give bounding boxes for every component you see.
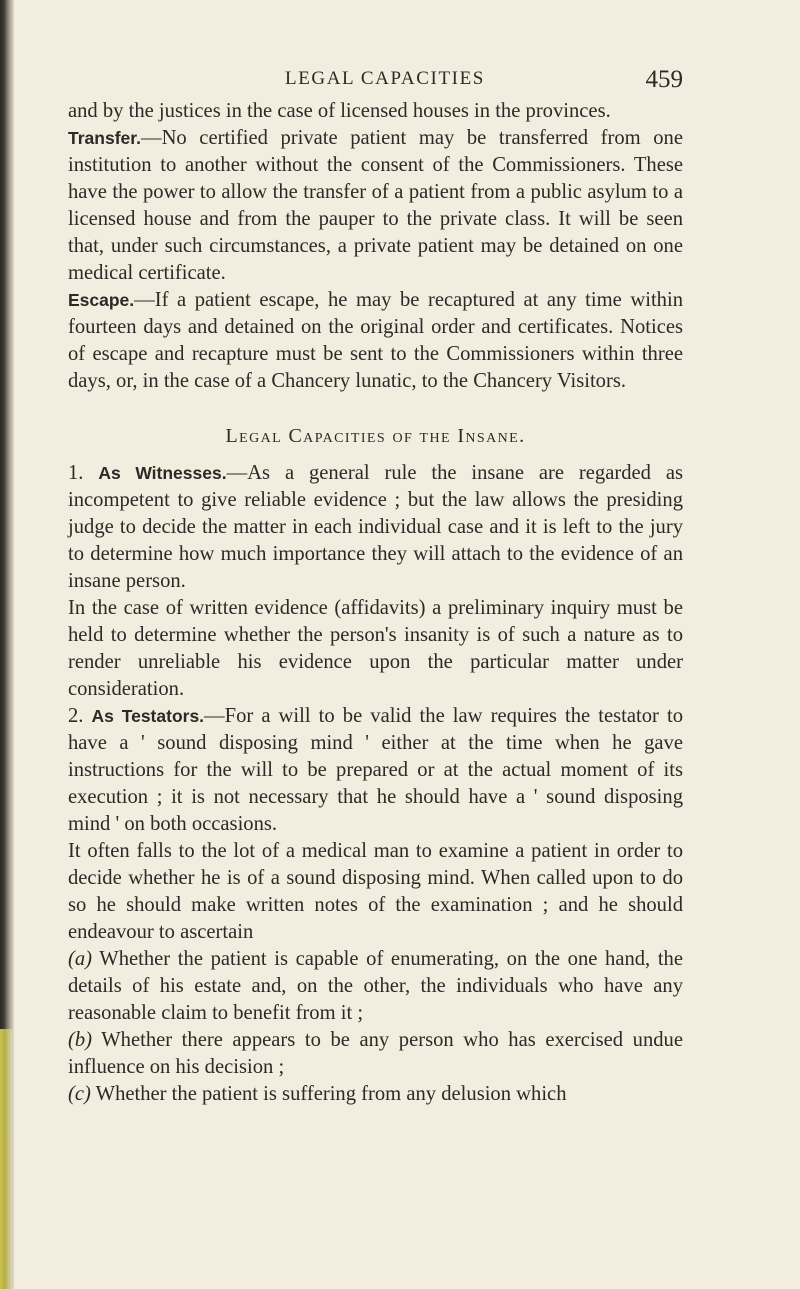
list-item (68, 946, 683, 1027)
book-binding-edge-lower (0, 1029, 14, 1289)
list-item-label: (c) (68, 1083, 91, 1105)
witnesses-paragraph (68, 460, 683, 595)
transfer-heading: Transfer. (68, 128, 141, 148)
escape-text: —If a patient escape, he may be recaptured at any time within fourteen days and detained on the original order and certificates. Notices of escape and recapture must be sent to the Commissioners within three days, or, in the case of a Chancery lunatic, to the Chancery Visitors. (68, 289, 683, 392)
list-item-text: Whether the patient is suffering from any delusion which (90, 1083, 567, 1105)
list-item-label: (a) (68, 948, 93, 970)
witnesses-text: —As a general rule the insane are regarded as incompetent to give reliable evidence ; but the law allows the presiding judge to decide the matter in each individual case and it is left to the jury to determine how much importance they will attach to the evidence of an insane person. (68, 462, 684, 592)
section-heading: Legal Capacities of the Insane. (225, 425, 526, 447)
witnesses-heading: As Witnesses. (98, 463, 227, 483)
transfer-paragraph (68, 125, 683, 287)
transfer-text: —No certified private patient may be transferred from one institution to another without the consent of the Commissioners. These have the power to allow the transfer of a patient from a public asylum to a licensed house and from the pauper to the private class. It will be seen that, under such circumstances, a private patient may be detained on one medical certificate. (68, 127, 683, 284)
list-item-text: Whether the patient is capable of enumerating, on the one hand, the details of his estate and, on the other, the individuals who have any reasonable claim to benefit from it ; (68, 948, 683, 1024)
testators-heading: As Testators. (91, 706, 205, 726)
opening-paragraph: and by the justices in the case of licensed houses in the provinces. (68, 100, 611, 122)
list-item-text: Whether there appears to be any person who has exercised undue influence on his decision ; (68, 1029, 683, 1078)
running-title: LEGAL CAPACITIES (285, 68, 485, 89)
escape-heading: Escape. (68, 290, 135, 310)
book-page (68, 66, 683, 1108)
running-header (68, 66, 683, 98)
written-evidence-paragraph: In the case of written evidence (affidavits) a preliminary inquiry must be held to determine whether the person's insanity is of such a nature as to render unreliable his evidence upon the particular matter under consideration. (68, 597, 683, 700)
examination-paragraph: It often falls to the lot of a medical man to examine a patient in order to decide whether he is of a sound disposing mind. When called upon to do so he should make written notes of the examination ; and he should endeavour to ascertain (68, 840, 683, 943)
witnesses-number: 1. (68, 462, 99, 484)
page-number: 459 (645, 66, 683, 93)
testators-text: —For a will to be valid the law requires the testator to have a ' sound disposing mind ' either at the time when he gave instructions for the will to be prepared or at the actual moment of its execution ; it is not necessary that he should have a ' sound disposing mind ' on both occasions. (68, 705, 683, 835)
testators-paragraph (68, 703, 683, 838)
testators-number: 2. (68, 705, 92, 727)
list-item (68, 1027, 683, 1081)
escape-paragraph (68, 287, 683, 395)
list-item-label: (b) (68, 1029, 93, 1051)
list-item (68, 1081, 683, 1108)
